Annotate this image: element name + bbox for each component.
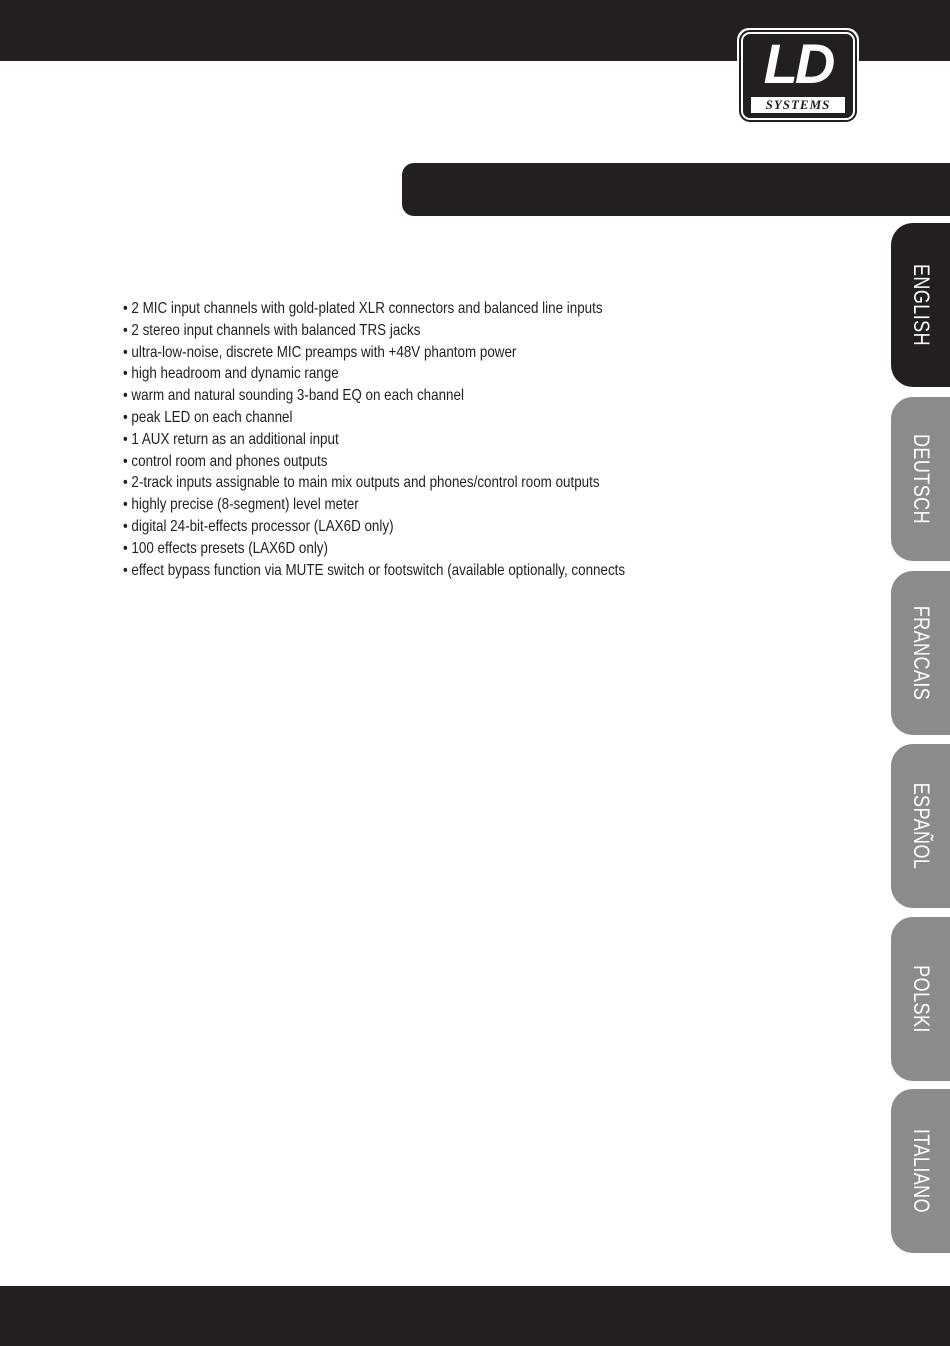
tab-deutsch[interactable] [891,397,950,561]
feature-item: • control room and phones outputs [123,452,328,470]
tab-francais[interactable] [891,571,950,735]
tab-francais-label: FRANCAIS [908,605,934,701]
feature-item: • highly precise (8-segment) level meter [123,496,359,514]
tab-polski[interactable] [891,917,950,1081]
logo-main-text: LD [763,32,833,95]
feature-item: • 2 stereo input channels with balanced TRS jacks [123,321,421,339]
section-title-bar [402,163,950,216]
feature-item: • digital 24-bit-effects processor (LAX6D only) [123,517,394,535]
ld-systems-logo [737,28,859,124]
logo-badge [741,32,855,120]
tab-english[interactable] [891,223,950,387]
tab-espanol-label: ESPAÑOL [908,782,934,870]
tab-italiano-label: ITALIANO [908,1128,934,1214]
feature-item: • effect bypass function via MUTE switch or footswitch (available optionally, connects [123,561,626,579]
feature-list [123,298,673,581]
feature-item: • 2 MIC input channels with gold-plated XLR connectors and balanced line inputs [123,300,603,317]
feature-item: • ultra-low-noise, discrete MIC preamps with +48V phantom power [123,343,517,361]
feature-item: • warm and natural sounding 3-band EQ on each channel [123,387,464,405]
tab-polski-label: POLSKI [908,965,934,1033]
tab-espanol[interactable] [891,744,950,908]
tab-deutsch-label: DEUTSCH [908,433,934,525]
feature-item: • 2-track inputs assignable to main mix outputs and phones/control room outputs [123,474,600,492]
feature-item: • high headroom and dynamic range [123,365,339,383]
tab-italiano[interactable] [891,1089,950,1253]
logo-sub-text: SYSTEMS [751,97,845,113]
feature-item: • peak LED on each channel [123,408,293,426]
feature-item: • 1 AUX return as an additional input [123,430,339,448]
footer-bar [0,1286,950,1346]
tab-english-label: ENGLISH [908,263,934,347]
feature-item: • 100 effects presets (LAX6D only) [123,539,328,557]
